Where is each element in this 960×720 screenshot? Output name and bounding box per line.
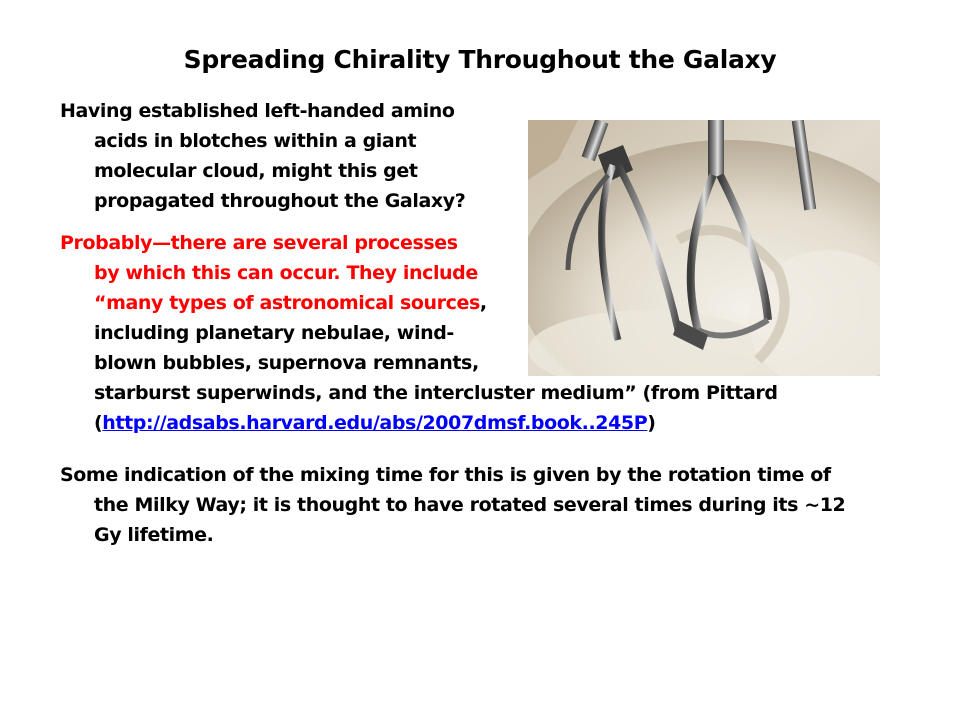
p2-line-5: blown bubbles, supernova remnants, [94,352,479,374]
pittard-link[interactable]: http://adsabs.harvard.edu/abs/2007dmsf.book..245P [102,412,648,434]
p1-line-2: acids in blotches within a giant [94,130,417,152]
p2-red-line-1: Probably—there are several processes [60,232,458,254]
slide-title: Spreading Chirality Throughout the Galaxy [183,45,777,74]
p2-line-4: including planetary nebulae, wind- [94,322,454,344]
paragraph-2 [60,228,778,438]
p2-line-7 [60,408,778,438]
p2-line-3 [60,288,778,318]
p2-line-6: starburst superwinds, and the intercluster medium” (from Pittard [94,382,778,404]
p2-comma: , [479,292,487,314]
paragraph-3 [60,460,845,550]
p2-paren-open: ( [94,412,103,434]
p2-red-line-2: by which this can occur. They include [94,262,478,284]
p1-line-3: molecular cloud, might this get [94,160,418,182]
p1-line-1: Having established left-handed amino [60,100,455,122]
p3-line-1: Some indication of the mixing time for this is given by the rotation time of [60,464,831,486]
p1-line-4: propagated throughout the Galaxy? [94,190,466,212]
p2-paren-close: ) [647,412,656,434]
paragraph-1 [60,96,465,216]
p3-line-3: Gy lifetime. [94,524,214,546]
p2-red-quote: “many types of astronomical sources [94,292,480,314]
p3-line-2: the Milky Way; it is thought to have rotated several times during its ~12 [94,494,846,516]
